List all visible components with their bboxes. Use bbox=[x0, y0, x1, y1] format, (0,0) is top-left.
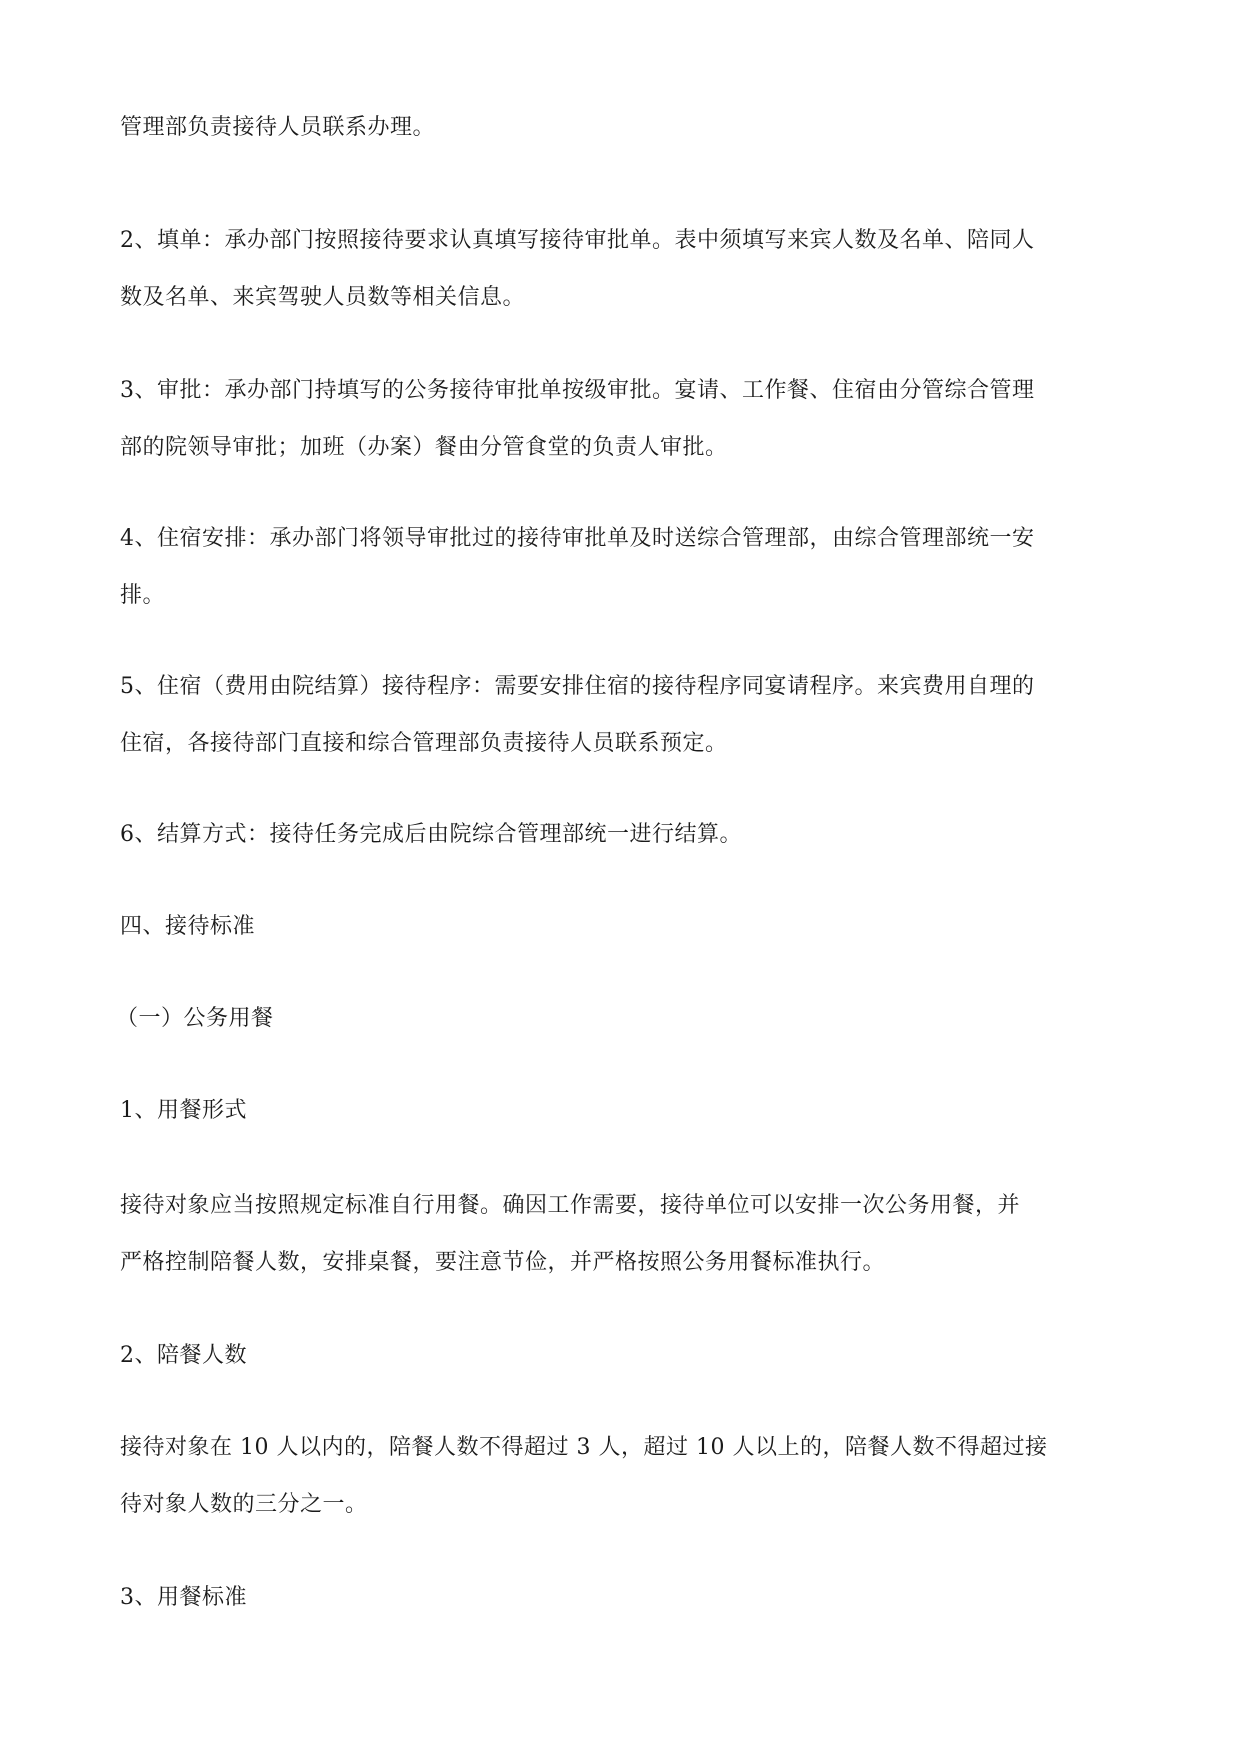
text-line: 6、结算方式：接待任务完成后由院综合管理部统一进行结算。 bbox=[120, 822, 742, 847]
section-heading-reception-standards bbox=[120, 898, 1120, 955]
paragraph-meal-form bbox=[120, 1177, 1120, 1291]
paragraph-fill-form bbox=[120, 212, 1120, 326]
text-line: 接待对象在 10 人以内的，陪餐人数不得超过 3 人，超过 10 人以上的，陪餐人数不得超过接 bbox=[120, 1435, 1048, 1460]
paragraph-contact-handling bbox=[120, 99, 1120, 156]
text-line: 部的院领导审批；加班（办案）餐由分管食堂的负责人审批。 bbox=[120, 435, 728, 460]
text-line: 接待对象应当按照规定标准自行用餐。确因工作需要，接待单位可以安排一次公务用餐，并 bbox=[120, 1193, 1021, 1218]
text-line: 2、陪餐人数 bbox=[120, 1343, 247, 1368]
text-line: 2、填单：承办部门按照接待要求认真填写接待审批单。表中须填写来宾人数及名单、陪同人 bbox=[120, 228, 1035, 253]
item-heading-meal-form bbox=[120, 1082, 1120, 1139]
text-line: 5、住宿（费用由院结算）接待程序：需要安排住宿的接待程序同宴请程序。来宾费用自理的 bbox=[120, 674, 1035, 699]
text-line: 4、住宿安排：承办部门将领导审批过的接待审批单及时送综合管理部，由综合管理部统一安 bbox=[120, 526, 1035, 551]
text-line: 排。 bbox=[120, 583, 166, 608]
text-line: 1、用餐形式 bbox=[120, 1098, 247, 1123]
paragraph-approval bbox=[120, 362, 1120, 476]
text-line: 四、接待标准 bbox=[120, 914, 256, 939]
text-line: 管理部负责接待人员联系办理。 bbox=[120, 115, 436, 140]
subsection-heading-official-meals bbox=[116, 990, 1116, 1047]
paragraph-accommodation-arrangement bbox=[120, 510, 1120, 624]
item-heading-accompanying-count bbox=[120, 1327, 1120, 1384]
item-heading-meal-standard bbox=[120, 1569, 1120, 1626]
text-line: 住宿，各接待部门直接和综合管理部负责接待人员联系预定。 bbox=[120, 731, 728, 756]
text-line: （一）公务用餐 bbox=[116, 1006, 274, 1031]
text-line: 数及名单、来宾驾驶人员数等相关信息。 bbox=[120, 285, 526, 310]
text-line: 3、用餐标准 bbox=[120, 1585, 247, 1610]
paragraph-accommodation-procedure bbox=[120, 658, 1120, 772]
paragraph-settlement bbox=[120, 806, 1120, 863]
text-line: 严格控制陪餐人数，安排桌餐，要注意节俭，并严格按照公务用餐标准执行。 bbox=[120, 1250, 886, 1275]
paragraph-accompanying-count bbox=[120, 1419, 1120, 1533]
text-line: 3、审批：承办部门持填写的公务接待审批单按级审批。宴请、工作餐、住宿由分管综合管理 bbox=[120, 378, 1035, 403]
text-line: 待对象人数的三分之一。 bbox=[120, 1492, 368, 1517]
